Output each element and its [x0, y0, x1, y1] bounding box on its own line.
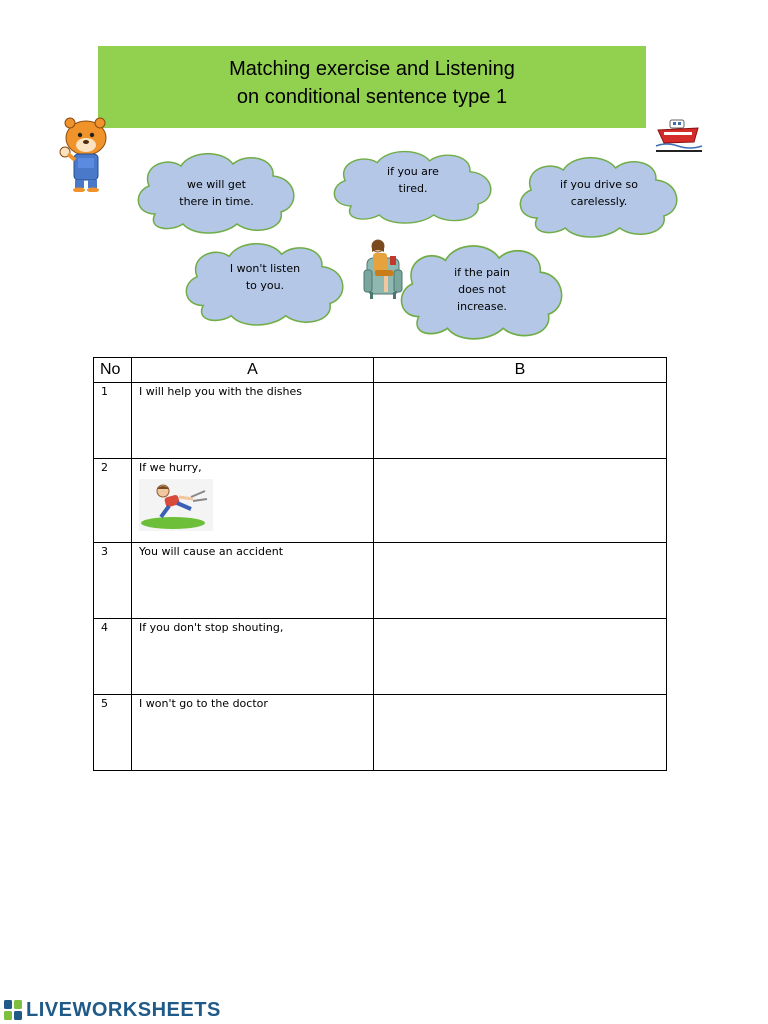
header-no: No [94, 358, 132, 383]
row-number: 3 [94, 543, 132, 619]
row-number: 2 [94, 459, 132, 543]
header-a: A [132, 358, 374, 383]
row-answer-b[interactable] [374, 695, 667, 771]
row-sentence-a: I won't go to the doctor [132, 695, 374, 771]
row-sentence-a: If we hurry, [139, 461, 202, 474]
running-boy-clipart [139, 479, 213, 531]
row-sentence-a-cell [132, 459, 374, 543]
row-number: 5 [94, 695, 132, 771]
header-b: B [374, 358, 667, 383]
row-answer-b[interactable] [374, 543, 667, 619]
table-header-row [94, 358, 667, 383]
table-row [94, 695, 667, 771]
answer-cloud-1[interactable] [133, 152, 300, 234]
cloud-text-3: if you drive so carelessly. [560, 178, 638, 208]
answer-cloud-3[interactable] [515, 156, 683, 238]
answer-cloud-2[interactable] [329, 150, 497, 224]
brand-name: LIVEWORKSHEETS [26, 998, 221, 1021]
cloud-text-5: if the pain does not increase. [454, 265, 510, 313]
logo-grid-icon [4, 1000, 22, 1020]
row-sentence-a: I will help you with the dishes [132, 383, 374, 459]
row-sentence-a: If you don't stop shouting, [132, 619, 374, 695]
answer-cloud-5[interactable] [396, 244, 568, 340]
liveworksheets-logo [4, 996, 221, 1024]
answer-cloud-4[interactable] [181, 242, 349, 326]
title-line-1: Matching exercise and Listening [229, 58, 515, 80]
row-sentence-a: You will cause an accident [132, 543, 374, 619]
table-row [94, 383, 667, 459]
row-number: 4 [94, 619, 132, 695]
row-number: 1 [94, 383, 132, 459]
title-line-2: on conditional sentence type 1 [236, 86, 508, 108]
row-answer-b[interactable] [374, 459, 667, 543]
row-answer-b[interactable] [374, 619, 667, 695]
table-row [94, 459, 667, 543]
boat-clipart [654, 116, 704, 154]
table-row [94, 619, 667, 695]
cloud-text-2: if you are tired. [387, 165, 439, 195]
table-row [94, 543, 667, 619]
row-answer-b[interactable] [374, 383, 667, 459]
matching-table [93, 357, 667, 771]
title-banner [98, 46, 646, 128]
cloud-text-1: we will get there in time. [179, 178, 254, 208]
tiger-clipart [56, 114, 114, 192]
cloud-text-4: I won't listen to you. [229, 262, 301, 292]
